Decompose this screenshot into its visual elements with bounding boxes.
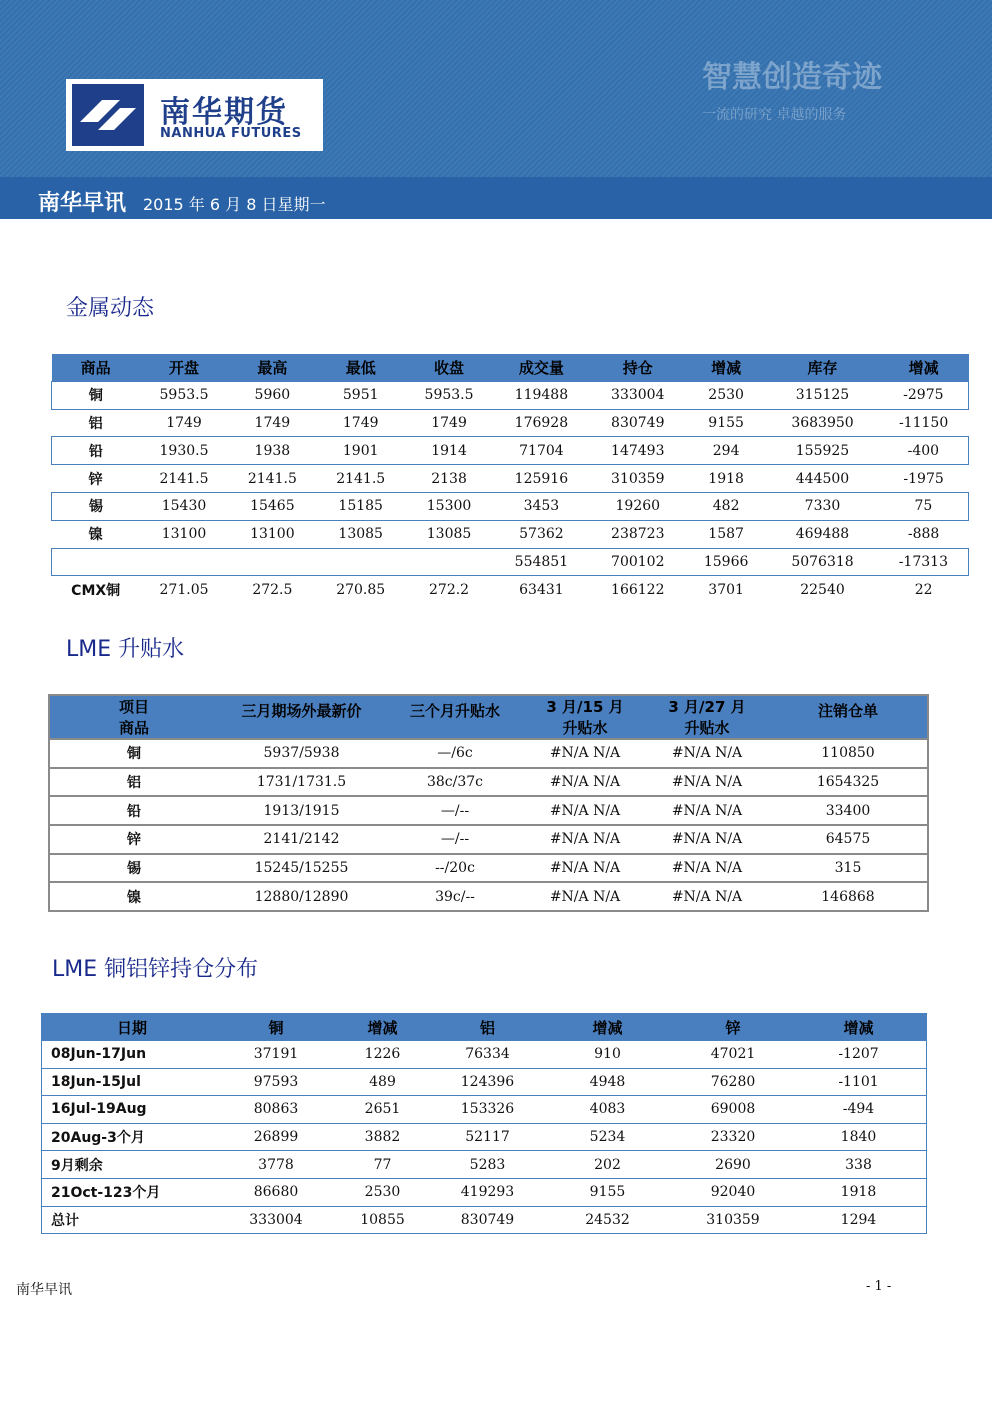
- column-header: 收盘: [405, 354, 493, 381]
- table-cell: 5076318: [766, 548, 878, 576]
- report-title: 南华早讯: [38, 191, 127, 216]
- table-row: [52, 576, 969, 603]
- table-cell: 15966: [686, 548, 766, 576]
- row-label: 20Aug-3个月: [42, 1123, 223, 1151]
- table-row: [52, 465, 969, 493]
- table-cell: 12880/12890: [218, 882, 385, 911]
- table-row: [52, 381, 969, 409]
- table-cell: 238723: [611, 526, 665, 543]
- table-cell: 9155: [540, 1178, 675, 1206]
- row-label: 铅: [52, 437, 140, 465]
- table-cell: 80863: [222, 1096, 330, 1124]
- table-cell: 22: [914, 581, 933, 598]
- column-header: 三月期场外最新价: [218, 695, 385, 739]
- table-cell: 125916: [514, 470, 569, 487]
- table-cell: 310359: [675, 1206, 791, 1234]
- row-label: 锌: [88, 471, 103, 488]
- row-label: 镍: [49, 882, 218, 911]
- table-row: [49, 739, 928, 768]
- row-label: CMX铜: [71, 582, 121, 599]
- lme-spread-table: [48, 694, 929, 912]
- column-header: 项目 商品: [49, 695, 218, 739]
- table-cell: 7330: [766, 492, 878, 520]
- table-cell: [317, 548, 405, 576]
- table-row: [42, 1151, 927, 1179]
- table-row: [42, 1123, 927, 1151]
- lme-positions-table: [41, 1013, 927, 1234]
- table-cell: 910: [540, 1041, 675, 1069]
- table-row: [52, 437, 969, 465]
- table-cell: #N/A N/A: [525, 768, 645, 797]
- table-cell: #N/A N/A: [525, 796, 645, 825]
- table-cell: —/--: [385, 796, 525, 825]
- table-cell: 119488: [493, 381, 589, 409]
- row-label: 21Oct-123个月: [42, 1178, 223, 1206]
- table-cell: 3882: [330, 1123, 435, 1151]
- table-cell: 272.5: [252, 581, 293, 598]
- row-label: 铝: [49, 768, 218, 797]
- table-row: [49, 768, 928, 797]
- table-cell: 71704: [493, 437, 589, 465]
- row-label: 总计: [42, 1206, 223, 1234]
- table-cell: 1901: [317, 437, 405, 465]
- table-row: [42, 1178, 927, 1206]
- table-cell: [140, 548, 228, 576]
- table-cell: 1930.5: [140, 437, 228, 465]
- table-cell: 110850: [769, 739, 928, 768]
- table-cell: 1749: [342, 414, 379, 431]
- table-cell: 554851: [493, 548, 589, 576]
- table-cell: #N/A N/A: [525, 882, 645, 911]
- column-header: 增减: [540, 1014, 675, 1041]
- table-cell: 1938: [228, 437, 316, 465]
- table-cell: 24532: [540, 1206, 675, 1234]
- table-cell: #N/A N/A: [525, 825, 645, 854]
- table-cell: 147493: [590, 437, 686, 465]
- table-cell: 13100: [250, 526, 295, 543]
- section-title-lme-spread: LME 升贴水: [66, 637, 185, 662]
- table-cell: 1749: [431, 414, 467, 431]
- table-cell: 5960: [228, 381, 316, 409]
- row-label: 铜: [49, 739, 218, 768]
- table-cell: #N/A N/A: [645, 882, 769, 911]
- table-cell: 5234: [540, 1123, 675, 1151]
- table-cell: #N/A N/A: [645, 854, 769, 883]
- table-cell: 5937/5938: [218, 739, 385, 768]
- table-cell: 830749: [611, 414, 665, 431]
- table-cell: #N/A N/A: [645, 796, 769, 825]
- table-cell: 15185: [317, 492, 405, 520]
- table-cell: -2975: [879, 381, 969, 409]
- table-row: [42, 1068, 927, 1096]
- column-header: 最高: [228, 354, 316, 381]
- table-row: [49, 796, 928, 825]
- table-cell: 146868: [769, 882, 928, 911]
- table-cell: 13085: [426, 526, 472, 543]
- table-cell: 76280: [675, 1068, 791, 1096]
- logo-chinese-name: 南华期货: [160, 95, 288, 130]
- column-header: 库存: [766, 354, 878, 381]
- table-cell: 155925: [766, 437, 878, 465]
- metals-table: [51, 354, 969, 603]
- column-header: 持仓: [590, 354, 686, 381]
- table-row: [42, 1206, 927, 1234]
- table-cell: 1914: [405, 437, 493, 465]
- column-header: 三个月升贴水: [385, 695, 525, 739]
- table-cell: 1840: [791, 1123, 927, 1151]
- table-cell: -11150: [898, 414, 949, 431]
- table-cell: 1918: [791, 1178, 927, 1206]
- table-cell: 63431: [519, 581, 564, 598]
- table-cell: 482: [686, 492, 766, 520]
- column-header: 铜: [222, 1014, 330, 1041]
- table-cell: 19260: [590, 492, 686, 520]
- table-cell: 2141.5: [247, 470, 297, 487]
- column-header: 增减: [330, 1014, 435, 1041]
- table-cell: 444500: [795, 470, 850, 487]
- table-cell: 2141.5: [336, 470, 386, 487]
- table-cell: 469488: [795, 526, 850, 543]
- table-cell: 3778: [222, 1151, 330, 1179]
- table-cell: 9155: [708, 414, 744, 431]
- table-cell: #N/A N/A: [525, 854, 645, 883]
- table-cell: 26899: [222, 1123, 330, 1151]
- table-cell: 2141/2142: [218, 825, 385, 854]
- row-label: 铜: [52, 381, 140, 409]
- table-cell: #N/A N/A: [525, 739, 645, 768]
- table-cell: 700102: [590, 548, 686, 576]
- table-cell: 1749: [254, 414, 291, 431]
- table-row: [49, 882, 928, 911]
- table-cell: 315: [769, 854, 928, 883]
- table-cell: 3683950: [791, 414, 854, 431]
- table-cell: 47021: [675, 1041, 791, 1069]
- logo-english-name: NANHUA FUTURES: [160, 126, 302, 141]
- table-cell: [405, 548, 493, 576]
- table-cell: -1207: [791, 1041, 927, 1069]
- table-cell: 1587: [708, 526, 744, 543]
- table-cell: 3701: [708, 581, 744, 598]
- column-header: 锌: [675, 1014, 791, 1041]
- table-cell: 2138: [431, 470, 467, 487]
- column-header: 最低: [317, 354, 405, 381]
- row-label: 18Jun-15Jul: [42, 1068, 223, 1096]
- table-cell: 1918: [708, 470, 744, 487]
- table-cell: 97593: [222, 1068, 330, 1096]
- table-cell: 270.85: [336, 581, 386, 598]
- table-cell: 294: [686, 437, 766, 465]
- section-title-lme-positions: LME 铜铝锌持仓分布: [52, 957, 259, 982]
- table-cell: 15245/15255: [218, 854, 385, 883]
- slogan-line2: 一流的研究 卓越的服务: [702, 107, 847, 123]
- table-cell: 271.05: [159, 581, 209, 598]
- column-header: 3 月/15 月 升贴水: [525, 695, 645, 739]
- table-cell: 23320: [675, 1123, 791, 1151]
- table-cell: 13085: [338, 526, 383, 543]
- table-cell: 15465: [228, 492, 316, 520]
- table-cell: 1749: [166, 414, 202, 431]
- column-header: 3 月/27 月 升贴水: [645, 695, 769, 739]
- table-cell: 37191: [222, 1041, 330, 1069]
- table-cell: #N/A N/A: [645, 739, 769, 768]
- table-cell: -17313: [879, 548, 969, 576]
- table-cell: 15430: [140, 492, 228, 520]
- table-cell: 1654325: [769, 768, 928, 797]
- table-cell: 92040: [675, 1178, 791, 1206]
- table-cell: 315125: [766, 381, 878, 409]
- column-header: 增减: [879, 354, 969, 381]
- table-cell: -1101: [791, 1068, 927, 1096]
- table-cell: 57362: [519, 526, 564, 543]
- table-cell: —/6c: [385, 739, 525, 768]
- column-header: 铝: [435, 1014, 540, 1041]
- table-cell: 5953.5: [405, 381, 493, 409]
- table-cell: 202: [540, 1151, 675, 1179]
- page-header: [0, 0, 992, 219]
- table-cell: 2530: [330, 1178, 435, 1206]
- table-cell: 64575: [769, 825, 928, 854]
- table-cell: 10855: [330, 1206, 435, 1234]
- table-cell: 5951: [317, 381, 405, 409]
- table-cell: -494: [791, 1096, 927, 1124]
- row-label: 铝: [88, 415, 103, 432]
- row-label: 9月剩余: [42, 1151, 223, 1179]
- table-cell: #N/A N/A: [645, 825, 769, 854]
- table-row: [49, 825, 928, 854]
- table-cell: 52117: [435, 1123, 540, 1151]
- table-cell: 176928: [514, 414, 569, 431]
- row-label: 锌: [49, 825, 218, 854]
- table-header-row: [49, 695, 928, 739]
- table-cell: 77: [330, 1151, 435, 1179]
- column-header: 商品: [52, 354, 140, 381]
- column-header: 成交量: [493, 354, 589, 381]
- slogan-line1: 智慧创造奇迹: [702, 60, 882, 95]
- table-row: [52, 548, 969, 576]
- row-label: 16Jul-19Aug: [42, 1096, 223, 1124]
- table-cell: 13100: [161, 526, 207, 543]
- table-cell: 22540: [800, 581, 845, 598]
- table-cell: 33400: [769, 796, 928, 825]
- table-row: [52, 520, 969, 548]
- row-label: 锡: [52, 492, 140, 520]
- nanhua-logo-icon: [72, 84, 144, 146]
- table-cell: --/20c: [385, 854, 525, 883]
- table-cell: 830749: [435, 1206, 540, 1234]
- table-cell: 86680: [222, 1178, 330, 1206]
- row-label: 锡: [49, 854, 218, 883]
- row-label: 镍: [88, 527, 103, 544]
- table-cell: -888: [907, 526, 940, 543]
- table-cell: 124396: [435, 1068, 540, 1096]
- table-cell: -400: [879, 437, 969, 465]
- table-row: [49, 854, 928, 883]
- table-cell: 4948: [540, 1068, 675, 1096]
- table-cell: 338: [791, 1151, 927, 1179]
- table-cell: 69008: [675, 1096, 791, 1124]
- table-cell: 272.2: [429, 581, 470, 598]
- table-cell: 2651: [330, 1096, 435, 1124]
- table-row: [52, 409, 969, 437]
- table-cell: 2141.5: [159, 470, 209, 487]
- page-number: - 1 -: [866, 1279, 892, 1294]
- table-cell: —/--: [385, 825, 525, 854]
- table-cell: 4083: [540, 1096, 675, 1124]
- table-cell: 153326: [435, 1096, 540, 1124]
- table-cell: 39c/--: [385, 882, 525, 911]
- table-cell: 1913/1915: [218, 796, 385, 825]
- table-cell: 419293: [435, 1178, 540, 1206]
- table-cell: 3453: [493, 492, 589, 520]
- table-cell: [228, 548, 316, 576]
- table-cell: 1294: [791, 1206, 927, 1234]
- table-cell: -1975: [903, 470, 944, 487]
- report-date: 2015 年 6 月 8 日星期一: [143, 195, 326, 214]
- row-label: [52, 548, 140, 576]
- table-cell: #N/A N/A: [645, 768, 769, 797]
- table-cell: 2530: [686, 381, 766, 409]
- table-cell: 333004: [222, 1206, 330, 1234]
- table-cell: 38c/37c: [385, 768, 525, 797]
- column-header: 开盘: [140, 354, 228, 381]
- table-cell: 166122: [611, 581, 665, 598]
- column-header: 日期: [42, 1014, 223, 1041]
- table-cell: 1226: [330, 1041, 435, 1069]
- footer-title: 南华早讯: [16, 1282, 72, 1298]
- column-header: 注销仓单: [769, 695, 928, 739]
- table-row: [52, 492, 969, 520]
- section-title-metals: 金属动态: [66, 296, 155, 321]
- logo: [66, 79, 323, 151]
- table-cell: 5283: [435, 1151, 540, 1179]
- row-label: 08Jun-17Jun: [42, 1041, 223, 1069]
- table-header-row: [52, 354, 969, 381]
- table-cell: 15300: [405, 492, 493, 520]
- table-cell: 75: [879, 492, 969, 520]
- table-cell: 1731/1731.5: [218, 768, 385, 797]
- row-label: 铅: [49, 796, 218, 825]
- table-cell: 310359: [611, 470, 665, 487]
- table-header-row: [42, 1014, 927, 1041]
- column-header: 增减: [686, 354, 766, 381]
- table-cell: 2690: [675, 1151, 791, 1179]
- table-cell: 489: [330, 1068, 435, 1096]
- table-cell: 333004: [590, 381, 686, 409]
- table-row: [42, 1041, 927, 1069]
- table-cell: 5953.5: [140, 381, 228, 409]
- table-cell: 76334: [435, 1041, 540, 1069]
- table-row: [42, 1096, 927, 1124]
- column-header: 增减: [791, 1014, 927, 1041]
